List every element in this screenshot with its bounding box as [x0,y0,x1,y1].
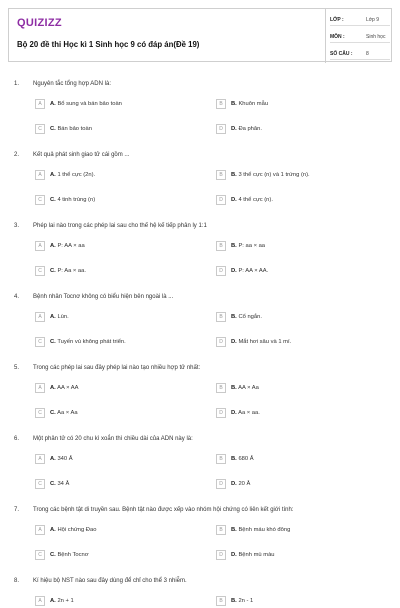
meta-row-question-count [326,45,394,61]
option-label [50,101,122,107]
option-label [50,598,74,604]
question-text: Phép lai nào trong các phép lai sau cho thế hệ kế tiếp phân ly 1:1 [33,223,207,229]
option-letter-box[interactable]: D [216,550,226,560]
question-number: 5. [14,365,20,371]
option-label [231,314,262,320]
option-text: Đa phân. [238,126,262,132]
option-text: 4 tinh trùng (n) [57,197,96,203]
meta-row-subject [326,28,394,44]
option-prefix: A. [50,456,56,462]
question-text: Nguyên tắc tổng hợp ADN là: [33,81,111,87]
answer-option-d[interactable] [216,550,366,562]
option-letter-box[interactable]: C [35,266,45,276]
option-letter-box[interactable]: B [216,312,226,322]
option-text: Cổ ngắn. [238,314,262,320]
option-label [50,527,96,533]
option-prefix: C. [50,339,56,345]
option-letter-box[interactable]: B [216,454,226,464]
option-prefix: C. [50,410,56,416]
option-prefix: D. [231,126,237,132]
option-label [231,552,275,558]
worksheet-header [8,8,392,62]
option-prefix: A. [50,385,56,391]
answer-option-b[interactable] [216,525,366,537]
option-letter-box[interactable]: B [216,241,226,251]
quizizz-logo: QUIZIZZ [17,17,62,29]
option-label [231,197,273,203]
option-prefix: B. [231,598,237,604]
option-text: Aa × Aa [57,410,78,416]
answer-option-c[interactable] [35,124,185,136]
option-prefix: A. [50,172,56,178]
option-prefix: B. [231,385,237,391]
answer-option-a[interactable] [35,596,185,608]
meta-row-class [326,11,394,27]
option-label [50,314,69,320]
answer-option-a[interactable] [35,99,185,111]
option-letter-box[interactable]: A [35,99,45,109]
option-text: Mắt hơi sâu và 1 mí. [238,339,292,345]
question-number: 8. [14,578,20,584]
option-prefix: A. [50,243,56,249]
option-prefix: D. [231,339,237,345]
answer-option-b[interactable] [216,312,366,324]
option-text: Khuôn mẫu [238,101,269,107]
option-letter-box[interactable]: A [35,241,45,251]
option-prefix: B. [231,243,237,249]
option-letter-box[interactable]: B [216,99,226,109]
question-text: Kí hiệu bộ NST nào sau đây dùng để chỉ cho thể 3 nhiễm. [33,578,187,584]
option-label [50,172,95,178]
option-label [231,385,259,391]
option-text: 3 thể cực (n) và 1 trứng (n). [238,172,310,178]
option-letter-box[interactable]: C [35,195,45,205]
answer-option-b[interactable] [216,241,366,253]
option-letter-box[interactable]: D [216,408,226,418]
option-label [231,456,254,462]
option-prefix: D. [231,197,237,203]
question-number: 1. [14,81,20,87]
option-letter-box[interactable]: A [35,383,45,393]
option-label [50,197,95,203]
question-number: 7. [14,507,20,513]
answer-option-c[interactable] [35,195,185,207]
option-letter-box[interactable]: D [216,195,226,205]
option-label [231,126,262,132]
option-letter-box[interactable]: C [35,479,45,489]
meta-key: MÔN : [330,34,345,40]
option-text: Aa × aa. [238,410,260,416]
option-text: AA × AA [57,385,79,391]
option-letter-box[interactable]: B [216,596,226,606]
option-label [231,481,250,487]
option-prefix: B. [231,172,237,178]
option-prefix: A. [50,314,56,320]
option-letter-box[interactable]: B [216,525,226,535]
question-text: Bệnh nhân Tocnơ không có biểu hiện bên ngoài là ... [33,294,174,300]
option-label [231,243,265,249]
option-label [231,268,268,274]
option-letter-box[interactable]: C [35,408,45,418]
option-label [50,410,78,416]
answer-option-d[interactable] [216,266,366,278]
answer-option-a[interactable] [35,170,185,182]
option-prefix: C. [50,126,56,132]
option-text: AA × Aa [238,385,259,391]
option-prefix: A. [50,527,56,533]
question-number: 3. [14,223,20,229]
answer-option-d[interactable] [216,337,366,349]
option-letter-box[interactable]: A [35,170,45,180]
option-text: P: aa × aa [238,243,266,249]
option-label [50,243,85,249]
option-prefix: A. [50,598,56,604]
option-prefix: C. [50,197,56,203]
meta-value: Sinh học [366,34,386,40]
option-text: 1 thể cực (2n). [57,172,96,178]
option-text: P: AA × aa [57,243,85,249]
option-prefix: B. [231,527,237,533]
answer-option-b[interactable] [216,99,366,111]
meta-value: 8 [366,51,369,57]
answer-option-b[interactable] [216,383,366,395]
option-prefix: D. [231,481,237,487]
option-text: Bán bảo toàn [57,126,92,132]
option-label [231,172,310,178]
option-letter-box[interactable]: C [35,124,45,134]
option-text: 34 Å [57,481,70,487]
option-prefix: D. [231,552,237,558]
option-text: 2n - 1 [238,598,254,604]
option-text: 340 Å [57,456,73,462]
answer-option-d[interactable] [216,195,366,207]
option-label [231,598,253,604]
option-prefix: C. [50,268,56,274]
option-label [231,527,290,533]
option-label [50,481,69,487]
option-text: 20 Å [238,481,251,487]
answer-option-c[interactable] [35,266,185,278]
option-text: Bệnh máu khó đông [238,527,291,533]
question-text: Kết quả phát sinh giao tử cái gồm ... [33,152,130,158]
answer-option-c[interactable] [35,479,185,491]
option-letter-box[interactable]: B [216,170,226,180]
meta-value: Lớp 9 [366,17,380,23]
option-letter-box[interactable]: D [216,337,226,347]
question-number: 2. [14,152,20,158]
option-text: Tuyến vú không phát triển. [57,339,126,345]
option-text: P: AA × AA. [238,268,269,274]
answer-option-c[interactable] [35,408,185,420]
option-prefix: B. [231,314,237,320]
option-letter-box[interactable]: D [216,266,226,276]
option-letter-box[interactable]: D [216,124,226,134]
option-letter-box[interactable]: A [35,525,45,535]
answer-option-b[interactable] [216,454,366,466]
answer-option-a[interactable] [35,312,185,324]
option-letter-box[interactable]: D [216,479,226,489]
answer-option-a[interactable] [35,241,185,253]
option-letter-box[interactable]: A [35,312,45,322]
option-text: Bệnh Tocnơ [57,552,89,558]
option-letter-box[interactable]: B [216,383,226,393]
option-text: 4 thể cực (n). [238,197,273,203]
option-prefix: D. [231,268,237,274]
option-label [50,126,92,132]
option-prefix: C. [50,552,56,558]
option-letter-box[interactable]: C [35,337,45,347]
option-label [50,339,126,345]
option-text: Bổ sung và bán bảo toàn [57,101,122,107]
question-number: 6. [14,436,20,442]
option-text: Lùn. [57,314,69,320]
option-prefix: C. [50,481,56,487]
question-number: 4. [14,294,20,300]
option-letter-box[interactable]: A [35,596,45,606]
answer-option-c[interactable] [35,550,185,562]
meta-panel [325,9,393,63]
option-prefix: B. [231,101,237,107]
meta-key: LỚP : [330,17,344,23]
meta-key: SỐ CÂU : [330,51,353,57]
answer-option-c[interactable] [35,337,185,349]
answer-option-a[interactable] [35,383,185,395]
answer-option-d[interactable] [216,479,366,491]
option-text: 680 Å [238,456,254,462]
option-letter-box[interactable]: C [35,550,45,560]
option-text: P: Aa × aa. [57,268,86,274]
option-text: Bệnh mù màu [238,552,275,558]
option-prefix: A. [50,101,56,107]
worksheet-title: Bộ 20 đề thi Học kì 1 Sinh học 9 có đáp án(Đề 19) [17,40,200,49]
option-text: 2n + 1 [57,598,74,604]
answer-option-d[interactable] [216,124,366,136]
answer-option-b[interactable] [216,596,366,608]
option-label [50,268,86,274]
option-text: Hội chứng Đao [57,527,97,533]
option-label [231,101,268,107]
option-label [50,385,79,391]
option-label [50,552,89,558]
answer-option-a[interactable] [35,525,185,537]
option-letter-box[interactable]: A [35,454,45,464]
option-prefix: B. [231,456,237,462]
question-text: Trong các phép lai sau đây phép lai nào tạo nhiều hợp tử nhất: [33,365,201,371]
option-label [50,456,73,462]
option-label [231,410,260,416]
answer-option-b[interactable] [216,170,366,182]
question-text: Một phân tử có 20 chu kì xoắn thì chiều dài của ADN này là: [33,436,193,442]
answer-option-a[interactable] [35,454,185,466]
answer-option-d[interactable] [216,408,366,420]
question-text: Trong các bệnh tật di truyền sau. Bệnh tật nào được xếp vào nhóm hội chứng có liên kết giới tính: [33,507,294,513]
option-prefix: D. [231,410,237,416]
option-label [231,339,291,345]
